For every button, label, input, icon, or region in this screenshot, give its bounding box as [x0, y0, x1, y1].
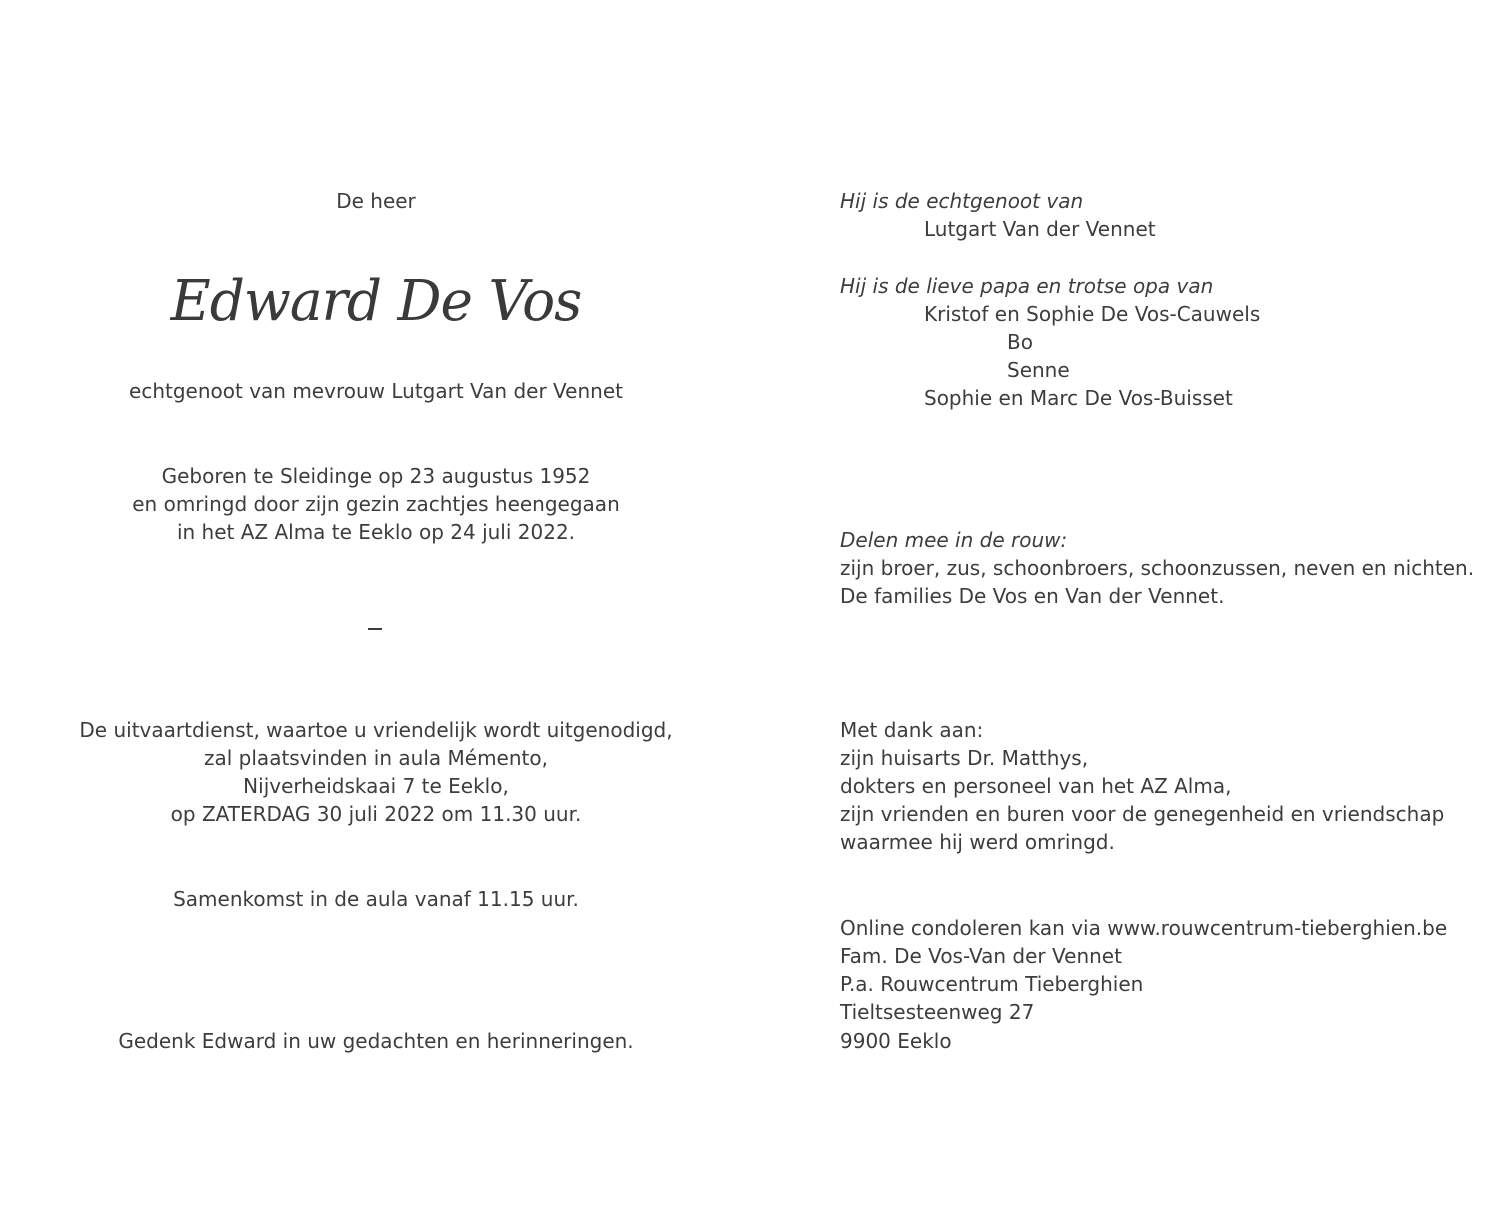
spouse-heading: Hij is de echtgenoot van — [840, 189, 1084, 213]
separator-dash — [368, 628, 382, 630]
spouse-name: Lutgart Van der Vennet — [924, 217, 1156, 241]
deceased-name: Edward De Vos — [170, 269, 582, 334]
family-heading: Hij is de lieve papa en trotse opa van — [840, 274, 1214, 298]
gathering-line: Samenkomst in de aula vanaf 11.15 uur. — [173, 887, 579, 911]
birth-line: Geboren te Sleidinge op 23 augustus 1952 — [161, 464, 591, 488]
mourning-line: De families De Vos en Van der Vennet. — [840, 584, 1225, 608]
mourning-heading: Delen mee in de rouw: — [840, 528, 1068, 552]
thanks-line: dokters en personeel van het AZ Alma, — [840, 774, 1232, 798]
thanks-line: zijn vrienden en buren voor de genegenheid en vriendschap — [840, 802, 1445, 826]
thanks-line: Met dank aan: — [840, 718, 984, 742]
remember-line: Gedenk Edward in uw gedachten en herinneringen. — [118, 1029, 634, 1053]
service-line: zal plaatsvinden in aula Mémento, — [204, 746, 548, 770]
thanks-line: waarmee hij werd omringd. — [840, 830, 1115, 854]
birth-line: en omringd door zijn gezin zachtjes heengegaan — [132, 492, 620, 516]
spouse-line: echtgenoot van mevrouw Lutgart Van der Vennet — [129, 379, 623, 403]
contact-line: 9900 Eeklo — [840, 1029, 952, 1053]
condolence-link[interactable]: Online condoleren kan via www.rouwcentrum-tieberghien.be — [840, 916, 1448, 940]
child-line: Sophie en Marc De Vos-Buisset — [924, 386, 1233, 410]
contact-line: P.a. Rouwcentrum Tieberghien — [840, 972, 1144, 996]
grandchild-line: Bo — [1007, 330, 1033, 354]
child-line: Kristof en Sophie De Vos-Cauwels — [924, 302, 1261, 326]
contact-line: Tieltsesteenweg 27 — [840, 1000, 1035, 1024]
mourning-line: zijn broer, zus, schoonbroers, schoonzussen, neven en nichten. — [840, 556, 1475, 580]
birth-line: in het AZ Alma te Eeklo op 24 juli 2022. — [176, 520, 576, 544]
service-line: De uitvaartdienst, waartoe u vriendelijk wordt uitgenodigd, — [79, 718, 673, 742]
thanks-line: zijn huisarts Dr. Matthys, — [840, 746, 1089, 770]
service-line: Nijverheidskaai 7 te Eeklo, — [243, 774, 509, 798]
contact-line: Fam. De Vos-Van der Vennet — [840, 944, 1122, 968]
title: De heer — [336, 189, 416, 213]
service-line: op ZATERDAG 30 juli 2022 om 11.30 uur. — [170, 802, 582, 826]
grandchild-line: Senne — [1007, 358, 1070, 382]
